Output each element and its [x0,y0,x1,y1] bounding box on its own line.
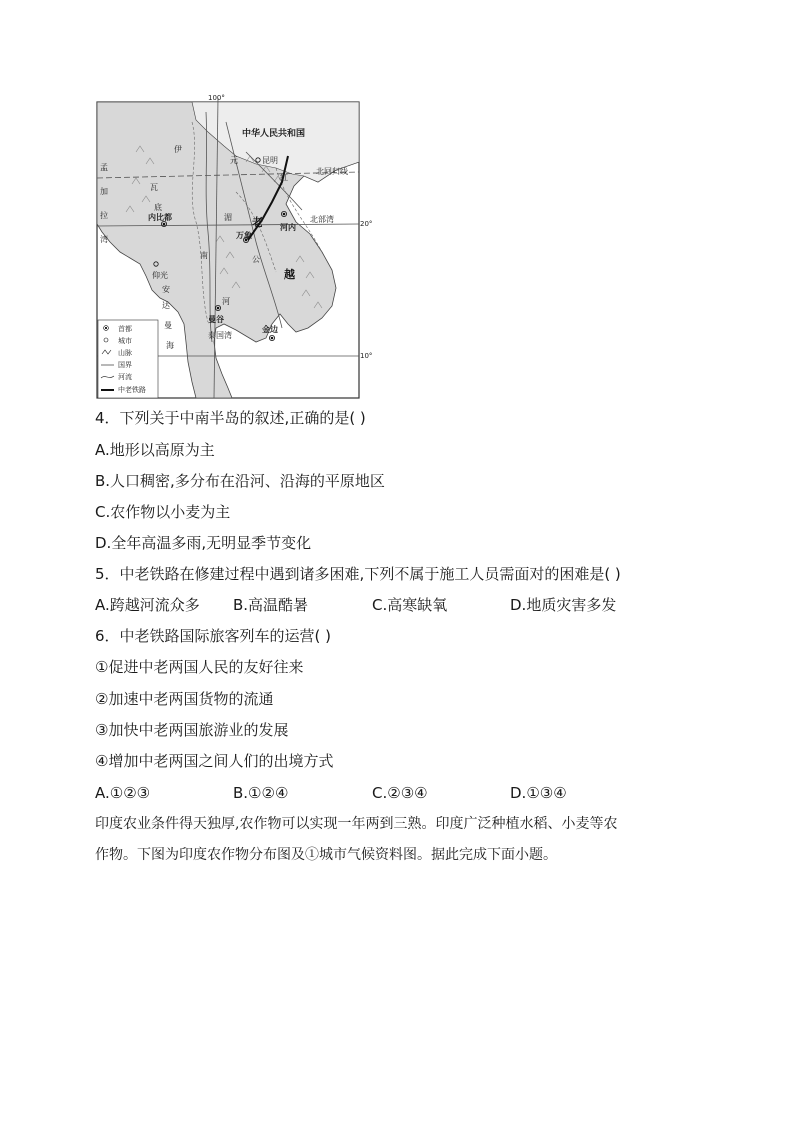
place-andaman-1: 安 [162,285,170,294]
place-gulf-thailand: 泰国湾 [208,331,232,340]
place-river-yi: 伊 [174,145,182,154]
q6-stem: 6．中老铁路国际旅客列车的运营( ) [95,627,332,645]
lat20-label: 20° [360,220,373,228]
q6-option-a[interactable]: A.①②③ [95,784,151,802]
place-bengal-2: 加 [100,187,108,196]
intro-line-2: 作物。下图为印度农作物分布图及①城市气候资料图。据此完成下面小题。 [95,847,557,863]
place-river-gong: 公 [252,255,260,264]
tropic-label: 北回归线 [316,167,348,176]
city-hanoi: 河内 [280,223,296,232]
place-river-di: 底 [154,203,162,212]
legend-border: 国界 [118,361,132,369]
place-andaman-2: 达 [162,301,170,310]
q6-option-c[interactable]: C.②③④ [372,784,428,802]
city-bangkok: 曼谷 [208,315,224,324]
place-bengal-1: 孟 [100,163,108,172]
place-river-hong: 红 [280,173,288,182]
legend-capital: 首都 [118,325,132,333]
lat10-label: 10° [360,352,373,360]
q6-option-b[interactable]: B.①②④ [233,784,289,802]
q5-option-d[interactable]: D.地质灾害多发 [510,596,617,614]
q5-option-a[interactable]: A.跨越河流众多 [95,596,200,614]
q6-statement-4: ④增加中老两国之间人们的出境方式 [95,752,334,770]
place-tonkin: 北部湾 [310,215,334,224]
place-laos: 老 [252,216,263,229]
legend-railway: 中老铁路 [118,386,146,394]
place-andaman-4: 海 [166,341,174,350]
place-river-wa: 瓦 [150,183,158,192]
place-river-yuan: 元 [230,156,238,165]
city-naypyidaw: 内比都 [148,213,172,222]
place-river-nan: 南 [200,251,208,260]
map-title: 中华人民共和国 [242,129,306,139]
legend-city: 城市 [118,337,132,345]
city-yangon: 仰光 [152,271,168,280]
q4-stem: 4．下列关于中南半岛的叙述,正确的是( ) [95,409,366,427]
intro-line-1: 印度农业条件得天独厚,农作物可以实现一年两到三熟。印度广泛种植水稻、小麦等农 [95,816,618,832]
q6-option-d[interactable]: D.①③④ [510,784,567,802]
place-river-he: 河 [222,297,230,306]
place-river-mei: 湄 [224,213,232,222]
q5-stem: 5．中老铁路在修建过程中遇到诸多困难,下列不属于施工人员需面对的困难是( ) [95,565,621,583]
q5-option-b[interactable]: B.高温酷暑 [233,596,309,614]
legend-mountain: 山脉 [118,349,132,357]
q6-statement-3: ③加快中老两国旅游业的发展 [95,721,289,739]
q6-statement-1: ①促进中老两国人民的友好往来 [95,658,304,676]
q4-option-c[interactable]: C.农作物以小麦为主 [95,503,231,521]
q4-option-a[interactable]: A.地形以高原为主 [95,441,215,459]
place-bengal-4: 湾 [100,235,108,244]
city-vientiane: 万象 [236,231,252,240]
place-bengal-3: 拉 [100,211,108,220]
q4-option-b[interactable]: B.人口稠密,多分布在沿河、沿海的平原地区 [95,472,385,490]
city-phnompenh: 金边 [262,325,278,334]
indochina-map [96,92,373,400]
q4-option-d[interactable]: D.全年高温多雨,无明显季节变化 [95,534,312,552]
place-andaman-3: 曼 [164,321,172,330]
legend-river: 河流 [118,373,132,381]
city-kunming: 昆明 [262,156,278,165]
q6-statement-2: ②加速中老两国货物的流通 [95,690,274,708]
place-viet: 越 [284,268,295,281]
lon-label: 100° [208,94,225,102]
q5-option-c[interactable]: C.高寒缺氧 [372,596,448,614]
